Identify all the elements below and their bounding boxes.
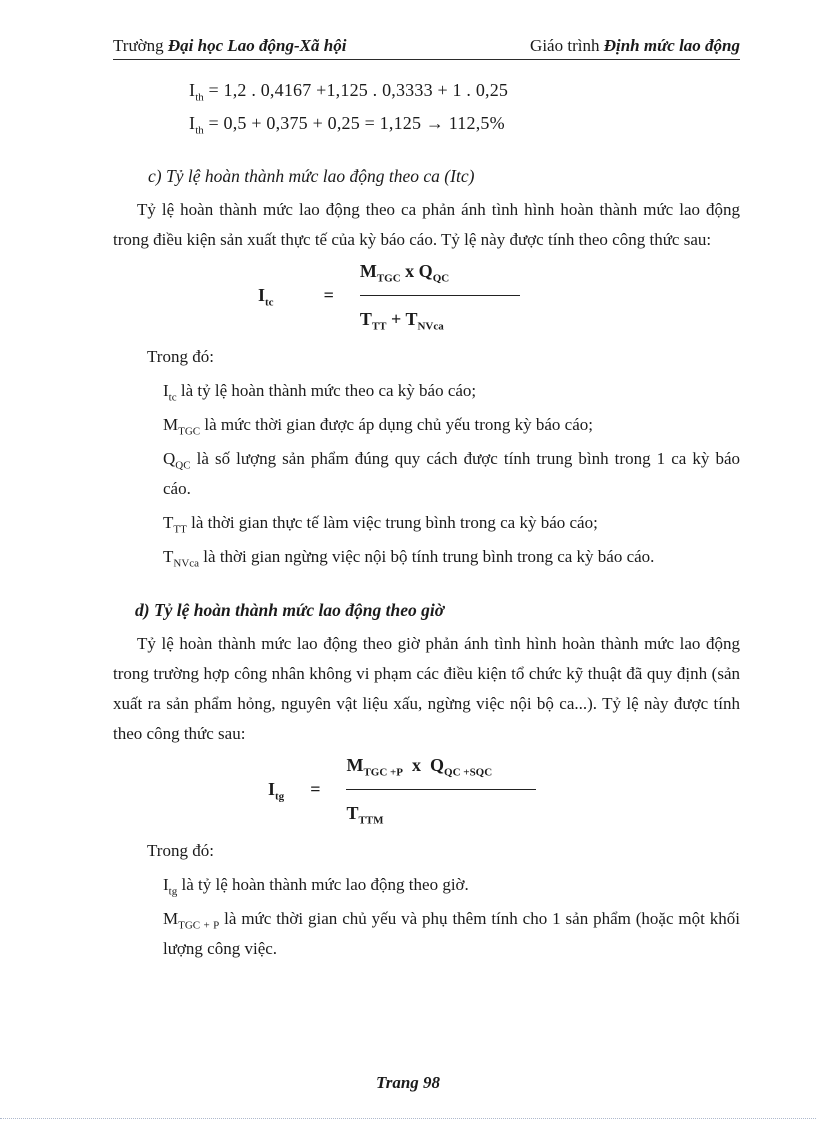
defined-term: [163, 381, 177, 404]
term-base: T: [346, 803, 359, 823]
defined-term: [163, 547, 200, 570]
defined-term: [163, 875, 178, 898]
formula-lhs: [268, 779, 285, 803]
equals-sign: =: [323, 285, 334, 305]
term-base: Q: [430, 755, 445, 775]
formula-lhs-base: I: [268, 779, 276, 799]
definition-text: là thời gian ngừng việc nội bộ tính trung bình trong ca kỳ báo cáo.: [199, 547, 655, 566]
fraction-denominator: [346, 790, 536, 827]
definition-text: là tỷ lệ hoàn thành mức lao động theo giờ.: [177, 875, 469, 894]
definition-item: [163, 410, 740, 440]
equation-subscript: th: [195, 91, 204, 104]
bottom-dotted-rule: [0, 1118, 816, 1119]
formula-lhs-base: I: [258, 285, 266, 305]
definition-item: [163, 870, 740, 900]
definition-item: [163, 508, 740, 538]
header-book-prefix: Giáo trình: [530, 36, 604, 55]
term-sub: QC: [432, 272, 450, 285]
term-base: Q: [163, 449, 176, 468]
term-base: T: [163, 547, 174, 566]
equation-line-1: [189, 74, 740, 107]
worked-equations: [189, 74, 740, 140]
term-base: T: [163, 513, 174, 532]
equation-symbol: I: [189, 113, 196, 133]
equation-symbol: I: [189, 80, 196, 100]
term-base: I: [163, 381, 169, 400]
term-base: T: [359, 309, 372, 329]
equals-sign: =: [310, 779, 321, 799]
defined-term: [163, 449, 191, 472]
term-base: Q: [418, 261, 433, 281]
term-sub: TGC + P: [178, 919, 220, 932]
defined-term: [163, 909, 220, 932]
definition-text: là số lượng sản phẩm đúng quy cách được tính trung bình trong 1 ca kỳ báo cáo.: [163, 449, 740, 498]
term-base: I: [163, 875, 169, 894]
section-c-heading: c) Tỷ lệ hoàn thành mức lao động theo ca (Itc): [148, 166, 475, 186]
term-sub: TTM: [358, 814, 384, 827]
formula-lhs: [258, 285, 274, 309]
definition-text: là mức thời gian được áp dụng chủ yếu trong kỳ báo cáo;: [200, 415, 593, 434]
header-book: [530, 36, 740, 56]
definition-item: [113, 542, 740, 572]
term-base: M: [163, 909, 179, 928]
fraction-numerator: [360, 261, 520, 295]
term-sub: TGC: [376, 272, 401, 285]
operator: x: [403, 755, 431, 775]
definition-item: [163, 376, 740, 406]
term-sub: TGC +P: [363, 766, 404, 779]
term-sub: QC: [175, 459, 191, 472]
header-school-title: Đại học Lao động-Xã hội: [167, 36, 347, 55]
page-header: [113, 36, 740, 60]
term-sub: NVca: [173, 557, 200, 570]
definition-text: là thời gian thực tế làm việc trung bình trong ca kỳ báo cáo;: [186, 513, 598, 532]
page-number: Trang 98: [375, 1073, 441, 1092]
definition-text: là tỷ lệ hoàn thành mức theo ca kỳ báo cáo;: [176, 381, 477, 400]
term-base: T: [405, 309, 418, 329]
formula-lhs-sub: tc: [265, 296, 274, 309]
term-sub: QC +SQC: [444, 766, 493, 779]
equation-line-2: [189, 107, 740, 140]
formula-itg: [113, 755, 740, 827]
definition-item: [163, 444, 740, 504]
fraction-denominator: [359, 296, 520, 333]
fraction: [346, 755, 536, 827]
term-sub: TGC: [178, 425, 201, 438]
formula-itc: [113, 261, 740, 333]
header-school: [113, 36, 346, 56]
section-c-paragraph: Tỷ lệ hoàn thành mức lao động theo ca phản ánh tình hình hoàn thành mức lao động trong điều kiện sản xuất thực tế của kỳ báo cáo. Tỷ lệ này được tính theo công thức sau:: [113, 200, 740, 249]
section-d-heading: d) Tỷ lệ hoàn thành mức lao động theo giờ: [135, 600, 445, 620]
term-sub: tc: [168, 391, 177, 404]
formula-lhs-sub: tg: [275, 790, 285, 803]
term-base: M: [346, 755, 364, 775]
definition-item: [163, 904, 740, 964]
fraction: [359, 261, 520, 333]
definition-text: là mức thời gian chủ yếu và phụ thêm tính cho 1 sản phẩm (hoặc một khối lượng công việc.: [163, 909, 740, 958]
defined-term: [163, 513, 187, 536]
where-label-d: Trong đó:: [147, 841, 214, 860]
equation-expression: = 1,2 . 0,4167 +1,125 . 0,3333 + 1 . 0,25: [203, 80, 509, 100]
fraction-numerator: [346, 755, 536, 789]
header-book-title: Định mức lao động: [603, 36, 740, 55]
equation-expression: = 0,5 + 0,375 + 0,25 = 1,125 → 112,5%: [203, 113, 505, 133]
term-sub: TT: [371, 320, 387, 333]
header-school-prefix: Trường: [113, 36, 168, 55]
term-base: M: [163, 415, 179, 434]
section-d-paragraph: Tỷ lệ hoàn thành mức lao động theo giờ phản ánh tình hình hoàn thành mức lao động trong trường hợp công nhân không vi phạm các điều kiện tổ chức kỹ thuật đã quy định (sản xuất ra sản phẩm hỏng, nguyên vật liệu xấu, ngừng việc nội bộ ca...). Tỷ lệ này được tính theo công thức sau:: [113, 634, 740, 743]
where-label-c: Trong đó:: [147, 347, 214, 366]
operator: +: [386, 309, 406, 329]
term-sub: NVca: [417, 320, 444, 333]
page-content: [113, 36, 740, 964]
equation-subscript: th: [195, 124, 204, 137]
operator: x: [400, 261, 419, 281]
term-sub: TT: [173, 523, 187, 536]
term-sub: tg: [168, 885, 178, 898]
term-base: M: [359, 261, 377, 281]
defined-term: [163, 415, 201, 438]
